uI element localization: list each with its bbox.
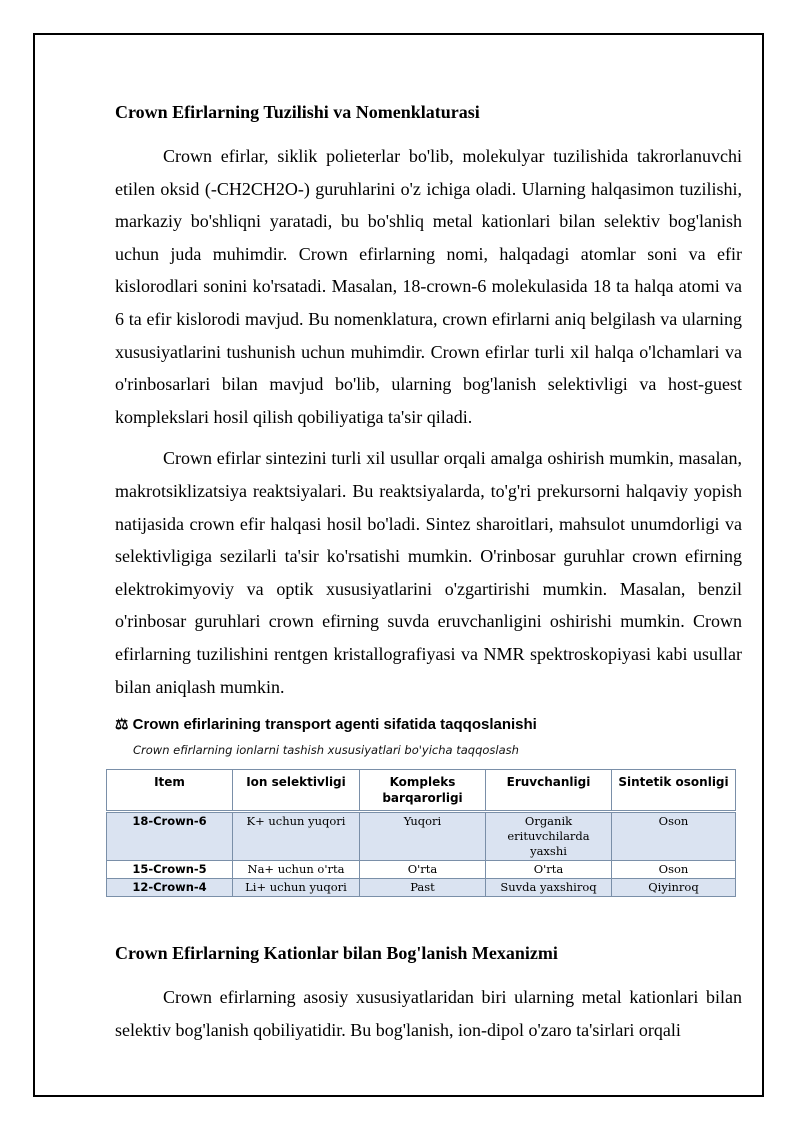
section-1-paragraph-1: Crown efirlar, siklik polieterlar bo'lib, molekulyar tuzilishida takrorlanuvchi etilen oksid (-CH2CH2O-) guruhlarini o'z ichiga oladi. Ularning halqasimon tuzilishi, markaziy bo'shliqni yaratadi, bu bo'shliq metal kationlari bilan selektiv bog'lanish uchun juda muhimdir. Crown efirlarning nomi, halqadagi atomlar soni va efir kislorodlari sonini ko'rsatadi. Masalan, 18-crown-6 molekulasida 18 ta halqa atomi va 6 ta efir kislorodi mavjud. Bu nomenklatura, crown efirlarni aniq belgilash va ularning xususiyatlarini tushunish uchun muhimdir. Crown efirlar turli xil halqa o'lchamlari va o'rinbosarlari bilan mavjud bo'lib, ularning bog'lanish selektivligi va host-guest komplekslari hosil qilish qobiliyatiga ta'sir qiladi. [115, 146, 742, 427]
section-2-heading: Crown Efirlarning Kationlar bilan Bog'lanish Mexanizmi [115, 943, 558, 963]
table-header-cell: Sintetik osonligi [612, 770, 736, 812]
table-cell: O'rta [486, 861, 612, 879]
table-header-cell: Kompleks barqarorligi [360, 770, 486, 812]
table-row [107, 879, 736, 897]
table-cell: Yuqori [360, 812, 486, 861]
section-2-paragraph-1: Crown efirlarning asosiy xususiyatlaridan biri ularning metal kationlari bilan selektiv bog'lanish qobiliyatidir. Bu bog'lanish, ion-dipol o'zaro ta'sirlari orqali [115, 987, 742, 1040]
table-header-cell: Ion selektivligi [233, 770, 360, 812]
table-title: ⚖ Crown efirlarining transport agenti sifatida taqqoslanishi [115, 716, 537, 733]
comparison-table [106, 769, 736, 897]
table-cell: O'rta [360, 861, 486, 879]
table-cell: Past [360, 879, 486, 897]
table-cell: Oson [612, 812, 736, 861]
table-caption: Crown efirlarning ionlarni tashish xususiyatlari bo'yicha taqqoslash [133, 743, 519, 757]
table-cell: K+ uchun yuqori [233, 812, 360, 861]
table-row [107, 812, 736, 861]
table-cell: Li+ uchun yuqori [233, 879, 360, 897]
table-header-cell: Item [107, 770, 233, 812]
section-1-heading: Crown Efirlarning Tuzilishi va Nomenklaturasi [115, 102, 480, 122]
table-cell: 18-Crown-6 [107, 812, 233, 861]
table-cell: 15-Crown-5 [107, 861, 233, 879]
table-header-cell: Eruvchanligi [486, 770, 612, 812]
section-1 [115, 101, 742, 703]
section-2 [115, 942, 742, 1046]
table-header-row [107, 770, 736, 812]
table-cell: Na+ uchun o'rta [233, 861, 360, 879]
table-cell: Qiyinroq [612, 879, 736, 897]
table-heading-block [115, 716, 742, 758]
table-cell: 12-Crown-4 [107, 879, 233, 897]
section-1-paragraph-2: Crown efirlar sintezini turli xil usullar orqali amalga oshirish mumkin, masalan, makrotsiklizatsiya reaktsiyalari. Bu reaktsiyalarda, to'g'ri prekursorni halqaviy yopish natijasida crown efir halqasi hosil bo'ladi. Sintez sharoitlari, mahsulot unumdorligi va selektivligiga sezilarli ta'sir ko'rsatishi mumkin. O'rinbosar guruhlar crown efirning elektrokimyoviy va optik xususiyatlarini o'zgartirishi mumkin. Masalan, benzil o'rinbosar guruhlari crown efirning suvda eruvchanligini oshirishi mumkin. Crown efirlarning tuzilishini rentgen kristallografiyasi va NMR spektroskopiyasi kabi usullar bilan aniqlash mumkin. [115, 448, 742, 697]
table-cell: Suvda yaxshiroq [486, 879, 612, 897]
table-cell: Organik erituvchilarda yaxshi [486, 812, 612, 861]
table-row [107, 861, 736, 879]
table-cell: Oson [612, 861, 736, 879]
